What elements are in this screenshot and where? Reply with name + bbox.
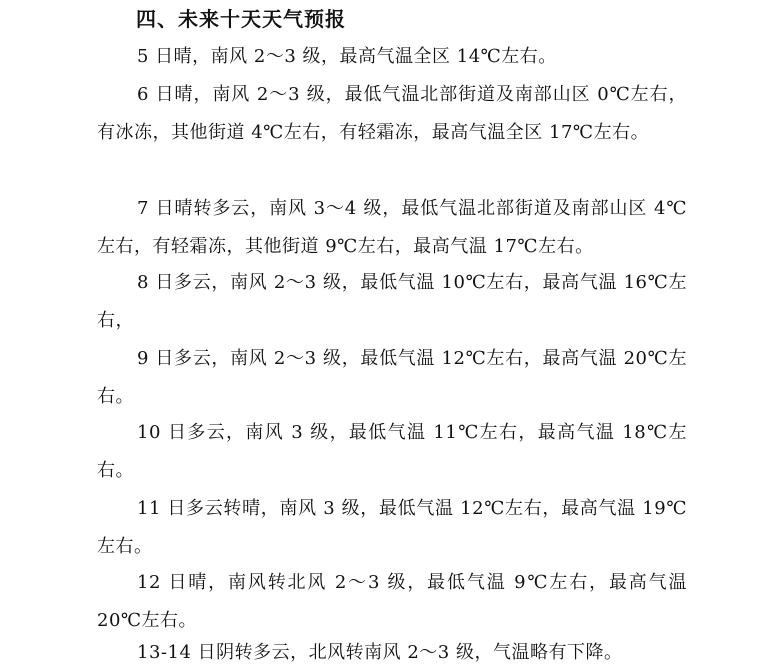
forecast-day-9: 9 日多云，南风 2～3 级，最低气温 12℃左右，最高气温 20℃左右。 xyxy=(97,348,687,407)
forecast-day-11: 11 日多云转晴，南风 3 级，最低气温 12℃左右，最高气温 19℃左右。 xyxy=(97,498,687,557)
forecast-day-10: 10 日多云，南风 3 级，最低气温 11℃左右，最高气温 18℃左右。 xyxy=(97,422,687,481)
forecast-day-5: 5 日晴，南风 2～3 级，最高气温全区 14℃左右。 xyxy=(137,46,557,67)
forecast-day-7: 7 日晴转多云，南风 3～4 级，最低气温北部街道及南部山区 4℃左右，有轻霜冻，其他街道 9℃左右，最高气温 17℃左右。 xyxy=(97,198,687,257)
forecast-day-6: 6 日晴，南风 2～3 级，最低气温北部街道及南部山区 0℃左右，有冰冻，其他街道 4℃左右，有轻霜冻，最高气温全区 17℃左右。 xyxy=(97,84,687,143)
forecast-day-13-14: 13-14 日阴转多云，北风转南风 2～3 级，气温略有下降。 xyxy=(137,642,623,663)
section-heading: 四、未来十天天气预报 xyxy=(136,7,346,31)
forecast-day-12: 12 日晴，南风转北风 2～3 级，最低气温 9℃左右，最高气温 20℃左右。 xyxy=(97,572,687,631)
forecast-day-8: 8 日多云，南风 2～3 级，最低气温 10℃左右，最高气温 16℃左右， xyxy=(97,272,687,331)
